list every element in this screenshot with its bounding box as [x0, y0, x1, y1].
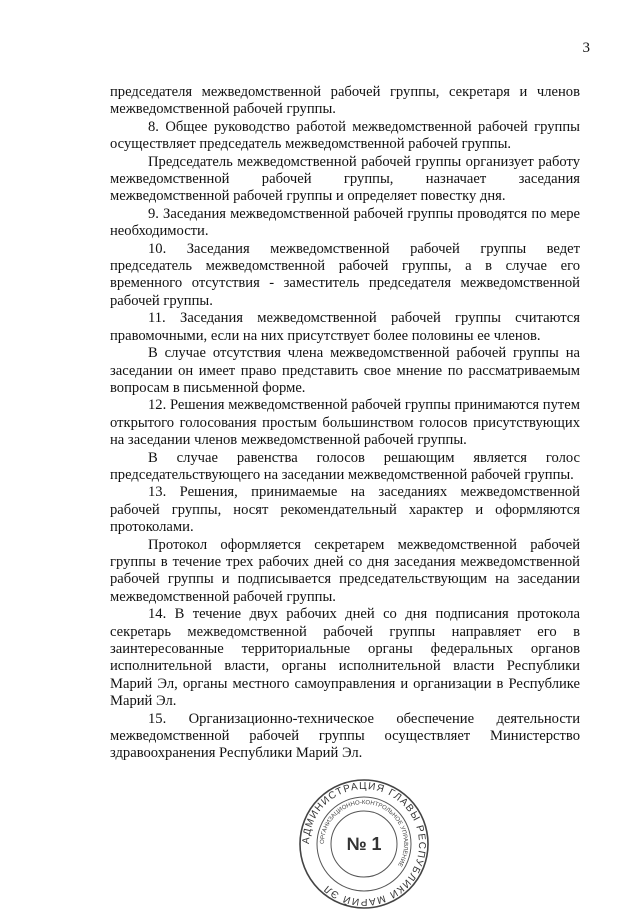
paragraph: Протокол оформляется секретарем межведомственной рабочей группы в течение трех рабочих дней со дня заседания межведомственной рабочей группы и подписывается председательствующим на заседании межведомственной рабочей группы.	[110, 536, 580, 605]
paragraph: 10. Заседания межведомственной рабочей группы ведет председатель межведомственной рабочей группы, а в случае его временного отсутствия - заместитель председателя межведомственной рабочей группы.	[110, 240, 580, 309]
paragraph: 13. Решения, принимаемые на заседаниях межведомственной рабочей группы, носят рекомендательный характер и оформляются протоколами.	[110, 484, 580, 536]
paragraph: 12. Решения межведомственной рабочей группы принимаются путем открытого голосования простым большинством голосов присутствующих на заседании членов межведомственной рабочей группы.	[110, 397, 580, 449]
paragraph: В случае равенства голосов решающим является голос председательствующего на заседании межведомственной рабочей группы.	[110, 449, 580, 483]
paragraph: 15. Организационно-техническое обеспечение деятельности межведомственной рабочей группы осуществляет Министерство здравоохранения Республики Марий Эл.	[110, 710, 580, 762]
paragraph: 11. Заседания межведомственной рабочей группы считаются правомочными, если на них присутствует более половины ее членов.	[110, 310, 580, 344]
paragraph: 8. Общее руководство работой межведомственной рабочей группы осуществляет председатель межведомственной рабочей группы.	[110, 118, 580, 153]
seal-inner-text: ОРГАНИЗАЦИОННО-КОНТРОЛЬНОЕ УПРАВЛЕНИЕ	[319, 799, 409, 868]
seal-outer-text: АДМИНИСТРАЦИЯ ГЛАВЫ РЕСПУБЛИКИ МАРИЙ ЭЛ	[300, 780, 428, 908]
paragraph: 14. В течение двух рабочих дней со дня подписания протокола секретарь межведомственной рабочей группы направляет его в заинтересованные территориальные органы федеральных органов исполнительной власти, органы исполнительной власти Республики Марий Эл, органы местного самоуправления и организации в Республике Марий Эл.	[110, 606, 580, 710]
page-number: 3	[582, 40, 590, 56]
document-body	[110, 84, 580, 763]
official-seal-stamp	[298, 778, 430, 910]
paragraph: председателя межведомственной рабочей группы, секретаря и членов межведомственной рабочей группы.	[110, 84, 580, 118]
seal-number: № 1	[346, 834, 382, 854]
paragraph: В случае отсутствия члена межведомственной рабочей группы на заседании он имеет право представить свое мнение по рассматриваемым вопросам в письменной форме.	[110, 345, 580, 396]
paragraph: 9. Заседания межведомственной рабочей группы проводятся по мере необходимости.	[110, 205, 580, 240]
paragraph: Председатель межведомственной рабочей группы организует работу межведомственной рабочей группы, назначает заседания межведомственной рабочей группы и определяет повестку дня.	[110, 153, 580, 205]
